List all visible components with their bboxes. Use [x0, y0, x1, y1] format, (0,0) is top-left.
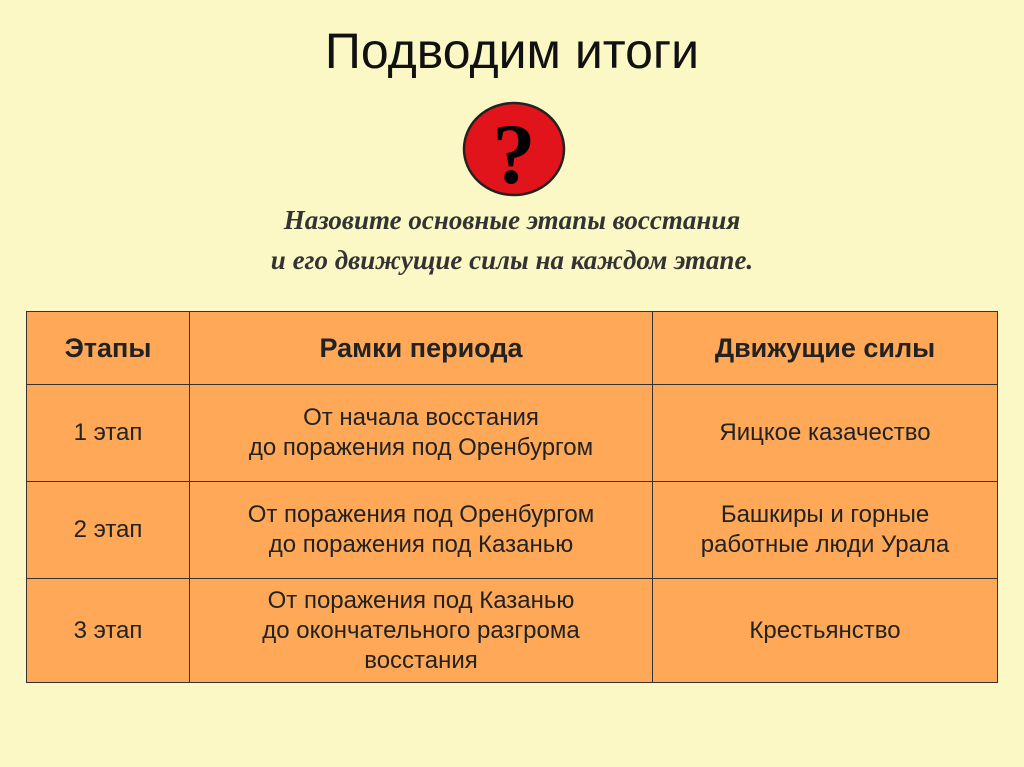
period-line: От поражения под Оренбургом	[247, 501, 595, 528]
period-line: до поражения под Казанью	[268, 531, 574, 558]
table-row	[27, 579, 998, 683]
forces-line: Яицкое казачество	[719, 419, 931, 446]
forces-cell	[653, 579, 998, 683]
table-row	[27, 385, 998, 482]
table-header-row	[27, 312, 998, 385]
stage-cell: 1 этап	[27, 385, 190, 482]
period-cell	[190, 579, 653, 683]
question-line-1: Назовите основные этапы восстания	[283, 205, 741, 235]
header-period: Рамки периода	[190, 312, 653, 385]
period-line: восстания	[364, 646, 478, 674]
period-cell	[190, 385, 653, 482]
header-stages: Этапы	[27, 312, 190, 385]
table-row	[27, 482, 998, 579]
forces-line: работные люди Урала	[700, 531, 950, 558]
forces-line: Крестьянство	[749, 616, 901, 644]
stages-table	[26, 311, 998, 683]
stage-cell: 2 этап	[27, 482, 190, 579]
question-text	[0, 200, 1024, 280]
period-line: до поражения под Оренбургом	[248, 434, 594, 461]
period-cell	[190, 482, 653, 579]
question-mark-icon	[462, 101, 566, 197]
forces-line: Башкиры и горные	[720, 501, 930, 528]
question-mark-symbol: ?	[492, 106, 536, 197]
question-line-2: и его движущие силы на каждом этапе.	[270, 245, 754, 275]
period-line: От поражения под Казанью	[267, 586, 575, 614]
period-line: От начала восстания	[303, 404, 539, 431]
stage-cell: 3 этап	[27, 579, 190, 683]
forces-cell	[653, 482, 998, 579]
header-forces: Движущие силы	[653, 312, 998, 385]
slide-title: Подводим итоги	[324, 23, 700, 79]
forces-cell	[653, 385, 998, 482]
period-line: до окончательного разгрома	[262, 616, 580, 644]
